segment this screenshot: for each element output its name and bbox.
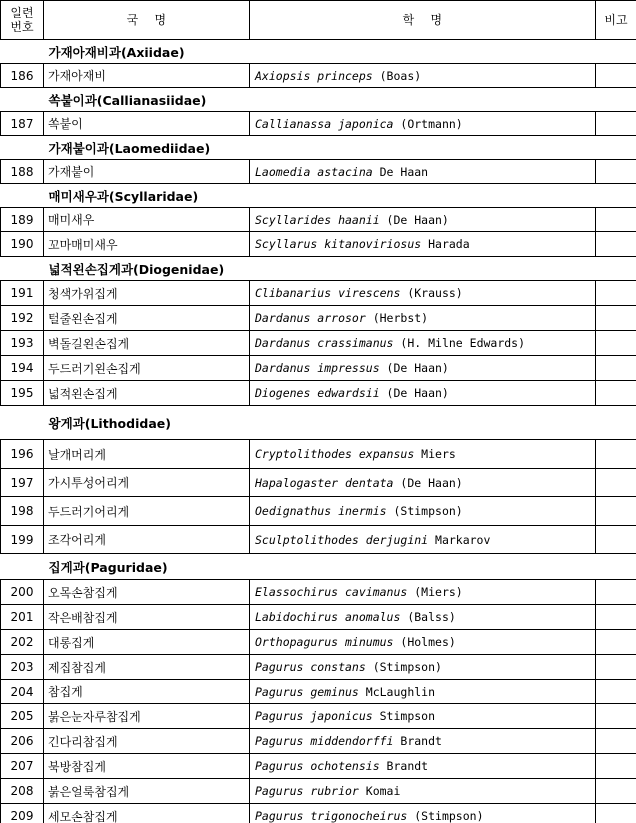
family-row	[1, 88, 636, 112]
table-row	[1, 526, 636, 554]
table-row	[1, 804, 636, 823]
table-row	[1, 232, 636, 257]
scientific-binomial: Pagurus japonicus	[255, 709, 373, 723]
serial-number-cell: 187	[1, 112, 44, 136]
serial-number-cell: 195	[1, 381, 44, 406]
scientific-name-cell	[250, 497, 596, 526]
scientific-name-cell	[250, 112, 596, 136]
korean-name-cell: 가재붙이	[44, 160, 250, 184]
scientific-name-cell	[250, 804, 596, 823]
scientific-name-cell	[250, 655, 596, 680]
remarks-cell	[596, 754, 636, 779]
table-row	[1, 356, 636, 381]
table-row	[1, 281, 636, 306]
scientific-binomial: Dardanus crassimanus	[255, 336, 394, 350]
korean-name-cell: 작은배참집게	[44, 605, 250, 630]
scientific-binomial: Laomedia astacina	[255, 164, 373, 179]
remarks-cell	[596, 497, 636, 526]
serial-number-cell: 186	[1, 64, 44, 88]
korean-name-cell: 대롱집게	[44, 630, 250, 655]
family-heading: 집게과(Paguridae)	[1, 554, 636, 580]
remarks-cell	[596, 160, 636, 184]
header-serial-line1: 일련	[10, 6, 34, 20]
scientific-name-cell	[250, 331, 596, 356]
korean-name-cell: 조각어리게	[44, 526, 250, 554]
scientific-authority: (Stimpson)	[365, 660, 442, 674]
serial-number-cell: 200	[1, 580, 44, 605]
scientific-binomial: Pagurus middendorffi	[255, 734, 394, 748]
serial-number-cell: 192	[1, 306, 44, 331]
scientific-authority: (De Haan)	[393, 475, 463, 490]
remarks-cell	[596, 779, 636, 804]
serial-number-cell: 196	[1, 440, 44, 469]
scientific-binomial: Labidochirus anomalus	[255, 610, 401, 624]
korean-name-cell: 참집게	[44, 680, 250, 704]
scientific-name-cell	[250, 630, 596, 655]
scientific-authority: (De Haan)	[379, 386, 449, 400]
table-row	[1, 381, 636, 406]
scientific-authority: Harada	[421, 237, 470, 251]
scientific-binomial: Scyllarides haanii	[255, 212, 380, 227]
remarks-cell	[596, 208, 636, 232]
korean-name-cell: 꼬마매미새우	[44, 232, 250, 257]
scientific-name-cell	[250, 356, 596, 381]
remarks-cell	[596, 655, 636, 680]
family-heading: 넓적왼손집게과(Diogenidae)	[1, 257, 636, 281]
family-row	[1, 406, 636, 440]
scientific-name-cell	[250, 440, 596, 469]
remarks-cell	[596, 381, 636, 406]
korean-name-cell: 가재아재비	[44, 64, 250, 88]
scientific-binomial: Dardanus impressus	[255, 361, 380, 375]
scientific-authority: Miers	[414, 447, 456, 461]
scientific-name-cell	[250, 281, 596, 306]
scientific-name-cell	[250, 580, 596, 605]
scientific-authority: (Herbst)	[365, 311, 429, 325]
korean-name-cell: 가시투성어리게	[44, 469, 250, 497]
table-row	[1, 680, 636, 704]
table-row	[1, 630, 636, 655]
scientific-authority: (Miers)	[407, 585, 463, 599]
scientific-authority: Markarov	[428, 532, 491, 547]
remarks-cell	[596, 704, 636, 729]
scientific-name-cell	[250, 680, 596, 704]
remarks-cell	[596, 281, 636, 306]
serial-number-cell: 188	[1, 160, 44, 184]
scientific-binomial: Pagurus geminus	[255, 684, 359, 699]
korean-name-cell: 털줄왼손집게	[44, 306, 250, 331]
korean-name-cell: 제집참집게	[44, 655, 250, 680]
korean-name-cell: 매미새우	[44, 208, 250, 232]
korean-name-cell: 두드러기어리게	[44, 497, 250, 526]
scientific-authority: (Stimpson)	[386, 504, 463, 518]
serial-number-cell: 202	[1, 630, 44, 655]
korean-name-cell: 청색가위집게	[44, 281, 250, 306]
remarks-cell	[596, 469, 636, 497]
family-row	[1, 554, 636, 580]
scientific-binomial: Callianassa japonica	[255, 116, 394, 131]
scientific-binomial: Scyllarus kitanoviriosus	[255, 237, 422, 251]
header-row	[1, 1, 636, 40]
serial-number-cell: 204	[1, 680, 44, 704]
table-row	[1, 605, 636, 630]
family-heading: 쏙붙이과(Callianasiidae)	[1, 88, 636, 112]
scientific-binomial: Pagurus constans	[255, 660, 366, 674]
remarks-cell	[596, 306, 636, 331]
scientific-binomial: Axiopsis princeps	[255, 68, 373, 83]
table-row	[1, 754, 636, 779]
remarks-cell	[596, 580, 636, 605]
table-row	[1, 580, 636, 605]
scientific-authority: (Stimpson)	[407, 809, 484, 823]
remarks-cell	[596, 356, 636, 381]
table-row	[1, 112, 636, 136]
scientific-name-cell	[250, 208, 596, 232]
serial-number-cell: 208	[1, 779, 44, 804]
family-row	[1, 257, 636, 281]
scientific-authority: (Ortmann)	[393, 116, 463, 131]
remarks-cell	[596, 804, 636, 823]
korean-name-cell: 넓적왼손집게	[44, 381, 250, 406]
scientific-name-cell	[250, 306, 596, 331]
table-row	[1, 779, 636, 804]
korean-name-cell: 붉은얼룩참집게	[44, 779, 250, 804]
scientific-name-cell	[250, 729, 596, 754]
serial-number-cell: 190	[1, 232, 44, 257]
family-heading: 매미새우과(Scyllaridae)	[1, 184, 636, 208]
serial-number-cell: 197	[1, 469, 44, 497]
scientific-binomial: Sculptolithodes derjugini	[255, 532, 429, 547]
header-serial-line2: 번호	[10, 20, 34, 34]
remarks-cell	[596, 331, 636, 356]
table-row	[1, 64, 636, 88]
scientific-name-cell	[250, 704, 596, 729]
serial-number-cell: 193	[1, 331, 44, 356]
scientific-binomial: Orthopagurus minumus	[255, 635, 394, 649]
remarks-cell	[596, 605, 636, 630]
scientific-authority: (De Haan)	[379, 361, 449, 375]
scientific-name-cell	[250, 526, 596, 554]
serial-number-cell: 191	[1, 281, 44, 306]
serial-number-cell: 199	[1, 526, 44, 554]
family-row	[1, 40, 636, 64]
serial-number-cell: 203	[1, 655, 44, 680]
scientific-authority: (H. Milne Edwards)	[393, 336, 526, 350]
scientific-authority: De Haan	[372, 164, 429, 179]
table-row	[1, 655, 636, 680]
korean-name-cell: 두드러기왼손집게	[44, 356, 250, 381]
serial-number-cell: 198	[1, 497, 44, 526]
remarks-cell	[596, 440, 636, 469]
serial-number-cell: 209	[1, 804, 44, 823]
scientific-authority: (De Haan)	[379, 212, 449, 227]
scientific-name-cell	[250, 605, 596, 630]
scientific-authority: (Boas)	[372, 68, 422, 83]
scientific-name-cell	[250, 64, 596, 88]
scientific-binomial: Pagurus trigonocheirus	[255, 809, 408, 823]
scientific-name-cell	[250, 779, 596, 804]
table-row	[1, 497, 636, 526]
table-row	[1, 469, 636, 497]
table-row	[1, 704, 636, 729]
scientific-binomial: Pagurus ochotensis	[255, 759, 380, 773]
table-row	[1, 306, 636, 331]
scientific-authority: Stimpson	[372, 709, 436, 723]
serial-number-cell: 194	[1, 356, 44, 381]
korean-name-cell: 붉은눈자루참집게	[44, 704, 250, 729]
scientific-binomial: Cryptolithodes expansus	[255, 447, 415, 461]
table-row	[1, 440, 636, 469]
scientific-name-cell	[250, 469, 596, 497]
family-heading: 왕게과(Lithodidae)	[1, 406, 636, 440]
table-body	[1, 40, 636, 823]
scientific-authority: (Holmes)	[393, 635, 456, 649]
korean-name-cell: 북방참집게	[44, 754, 250, 779]
header-scientific-name: 학 명	[250, 1, 596, 40]
scientific-authority: (Balss)	[400, 610, 456, 624]
scientific-name-cell	[250, 160, 596, 184]
table-row	[1, 331, 636, 356]
scientific-authority: Brandt	[379, 759, 429, 773]
serial-number-cell: 205	[1, 704, 44, 729]
serial-number-cell: 201	[1, 605, 44, 630]
scientific-binomial: Oedignathus inermis	[255, 504, 387, 518]
family-row	[1, 136, 636, 160]
table-row	[1, 208, 636, 232]
table-row	[1, 729, 636, 754]
scientific-binomial: Elassochirus cavimanus	[255, 585, 408, 599]
korean-name-cell: 쏙붙이	[44, 112, 250, 136]
scientific-binomial: Diogenes edwardsii	[255, 386, 380, 400]
korean-name-cell: 세모손참집게	[44, 804, 250, 823]
scientific-name-cell	[250, 381, 596, 406]
korean-name-cell: 긴다리참집게	[44, 729, 250, 754]
remarks-cell	[596, 680, 636, 704]
scientific-authority: Komai	[358, 784, 401, 798]
scientific-authority: McLaughlin	[358, 684, 436, 699]
scientific-name-cell	[250, 754, 596, 779]
korean-name-cell: 오목손참집게	[44, 580, 250, 605]
remarks-cell	[596, 729, 636, 754]
scientific-name-cell	[250, 232, 596, 257]
scientific-authority: Brandt	[393, 734, 442, 748]
table-row	[1, 160, 636, 184]
serial-number-cell: 189	[1, 208, 44, 232]
korean-name-cell: 벽돌길왼손집게	[44, 331, 250, 356]
header-remarks: 비고	[596, 1, 636, 40]
remarks-cell	[596, 630, 636, 655]
family-heading: 가재아재비과(Axiidae)	[1, 40, 636, 64]
scientific-binomial: Hapalogaster dentata	[255, 475, 394, 490]
serial-number-cell: 207	[1, 754, 44, 779]
scientific-binomial: Pagurus rubrior	[255, 784, 359, 798]
family-row	[1, 184, 636, 208]
scientific-binomial: Dardanus arrosor	[255, 311, 366, 325]
korean-name-cell: 날개머리게	[44, 440, 250, 469]
remarks-cell	[596, 232, 636, 257]
remarks-cell	[596, 112, 636, 136]
serial-number-cell: 206	[1, 729, 44, 754]
scientific-binomial: Clibanarius virescens	[255, 286, 401, 300]
remarks-cell	[596, 526, 636, 554]
header-serial-number	[1, 1, 44, 40]
remarks-cell	[596, 64, 636, 88]
family-heading: 가재붙이과(Laomediidae)	[1, 136, 636, 160]
scientific-authority: (Krauss)	[400, 286, 463, 300]
header-korean-name: 국 명	[44, 1, 250, 40]
